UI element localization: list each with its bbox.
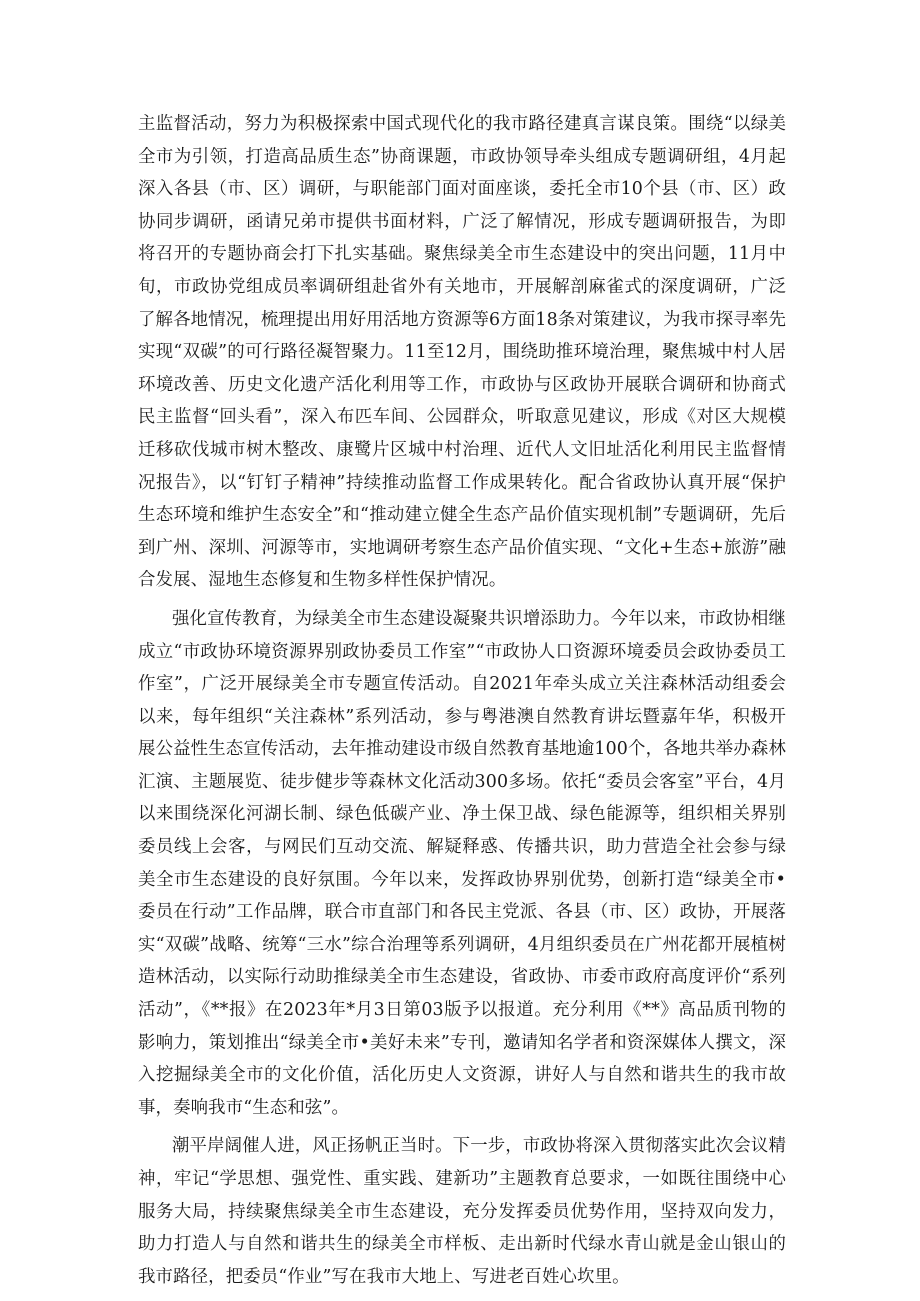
paragraph-publicity-education: 强化宣传教育，为绿美全市生态建设凝聚共识增添助力。今年以来，市政协相继成立“市政协环境资源界别政协委员工作室”“市政协人口资源环境委员会政协委员工作室”，广泛开展绿美全市专题宣传活动。自2021年牵头成立关注森林活动组委会以来，每年组织“关注森林”系列活动，参与粤港澳自然教育讲坛暨嘉年华，积极开展公益性生态宣传活动，去年推动建设市级自然教育基地逾100个，各地共举办森林汇演、主题展览、徒步健步等森林文化活动300多场。依托“委员会客室”平台，4月以来围绕深化河湖长制、绿色低碳产业、净土保卫战、绿色能源等，组织相关界别委员线上会客，与网民们互动交流、解疑释惑、传播共识，助力营造全社会参与绿美全市生态建设的良好氛围。今年以来，发挥政协界别优势，创新打造“绿美全市•委员在行动”工作品牌，联合市直部门和各民主党派、各县（市、区）政协，开展落实“双碳”战略、统筹“三水”综合治理等系列调研，4月组织委员在广州花都开展植树造林活动，以实际行动助推绿美全市生态建设，省政协、市委市政府高度评价“系列活动”，《**报》在2023年*月3日第03版予以报道。充分利用《**》高品质刊物的影响力，策划推出“绿美全市•美好未来”专刊，邀请知名学者和资深媒体人撰文，深入挖掘绿美全市的文化价值，活化历史人文资源，讲好人与自然和谐共生的我市故事，奏响我市“生态和弦”。 bbox=[138, 608, 786, 1118]
paragraph-next-steps: 潮平岸阔催人进，风正扬帆正当时。下一步，市政协将深入贯彻落实此次会议精神，牢记“学思想、强党性、重实践、建新功”主题教育总要求，一如既往围绕中心服务大局，持续聚焦绿美全市生态建设，充分发挥委员优势作用，坚持双向发力，助力打造人与自然和谐共生的绿美全市样板、走出新时代绿水青山就是金山银山的我市路径，把委员“作业”写在我市大地上、写进老百姓心坎里。 bbox=[138, 1136, 786, 1287]
paragraph-research-continued: 主监督活动，努力为积极探索中国式现代化的我市路径建真言谋良策。围绕“以绿美全市为引领，打造高品质生态”协商课题，市政协领导牵头组成专题调研组，4月起深入各县（市、区）调研，与职能部门面对面座谈，委托全市10个县（市、区）政协同步调研，函请兄弟市提供书面材料，广泛了解情况，形成专题调研报告，为即将召开的专题协商会打下扎实基础。聚焦绿美全市生态建设中的突出问题，11月中旬，市政协党组成员率调研组赴省外有关地市，开展解剖麻雀式的深度调研，广泛了解各地情况，梳理提出用好用活地方资源等6方面18条对策建议，为我市探寻率先实现“双碳”的可行路径凝智聚力。11至12月，围绕助推环境治理，聚焦城中村人居环境改善、历史文化遗产活化利用等工作，市政协与区政协开展联合调研和协商式民主监督“回头看”，深入布匹车间、公园群众，听取意见建议，形成《对区大规模迁移砍伐城市树木整改、康鹭片区城中村治理、近代人文旧址活化利用民主监督情况报告》，以“钉钉子精神”持续推动监督工作成果转化。配合省政协认真开展“保护生态环境和维护生态安全”和“推动建立健全生态产品价值实现机制”专题调研，先后到广州、深圳、河源等市，实地调研考察生态产品价值实现、“文化+生态+旅游”融合发展、湿地生态修复和生物多样性保护情况。 bbox=[138, 114, 786, 591]
document-body bbox=[138, 108, 786, 1293]
